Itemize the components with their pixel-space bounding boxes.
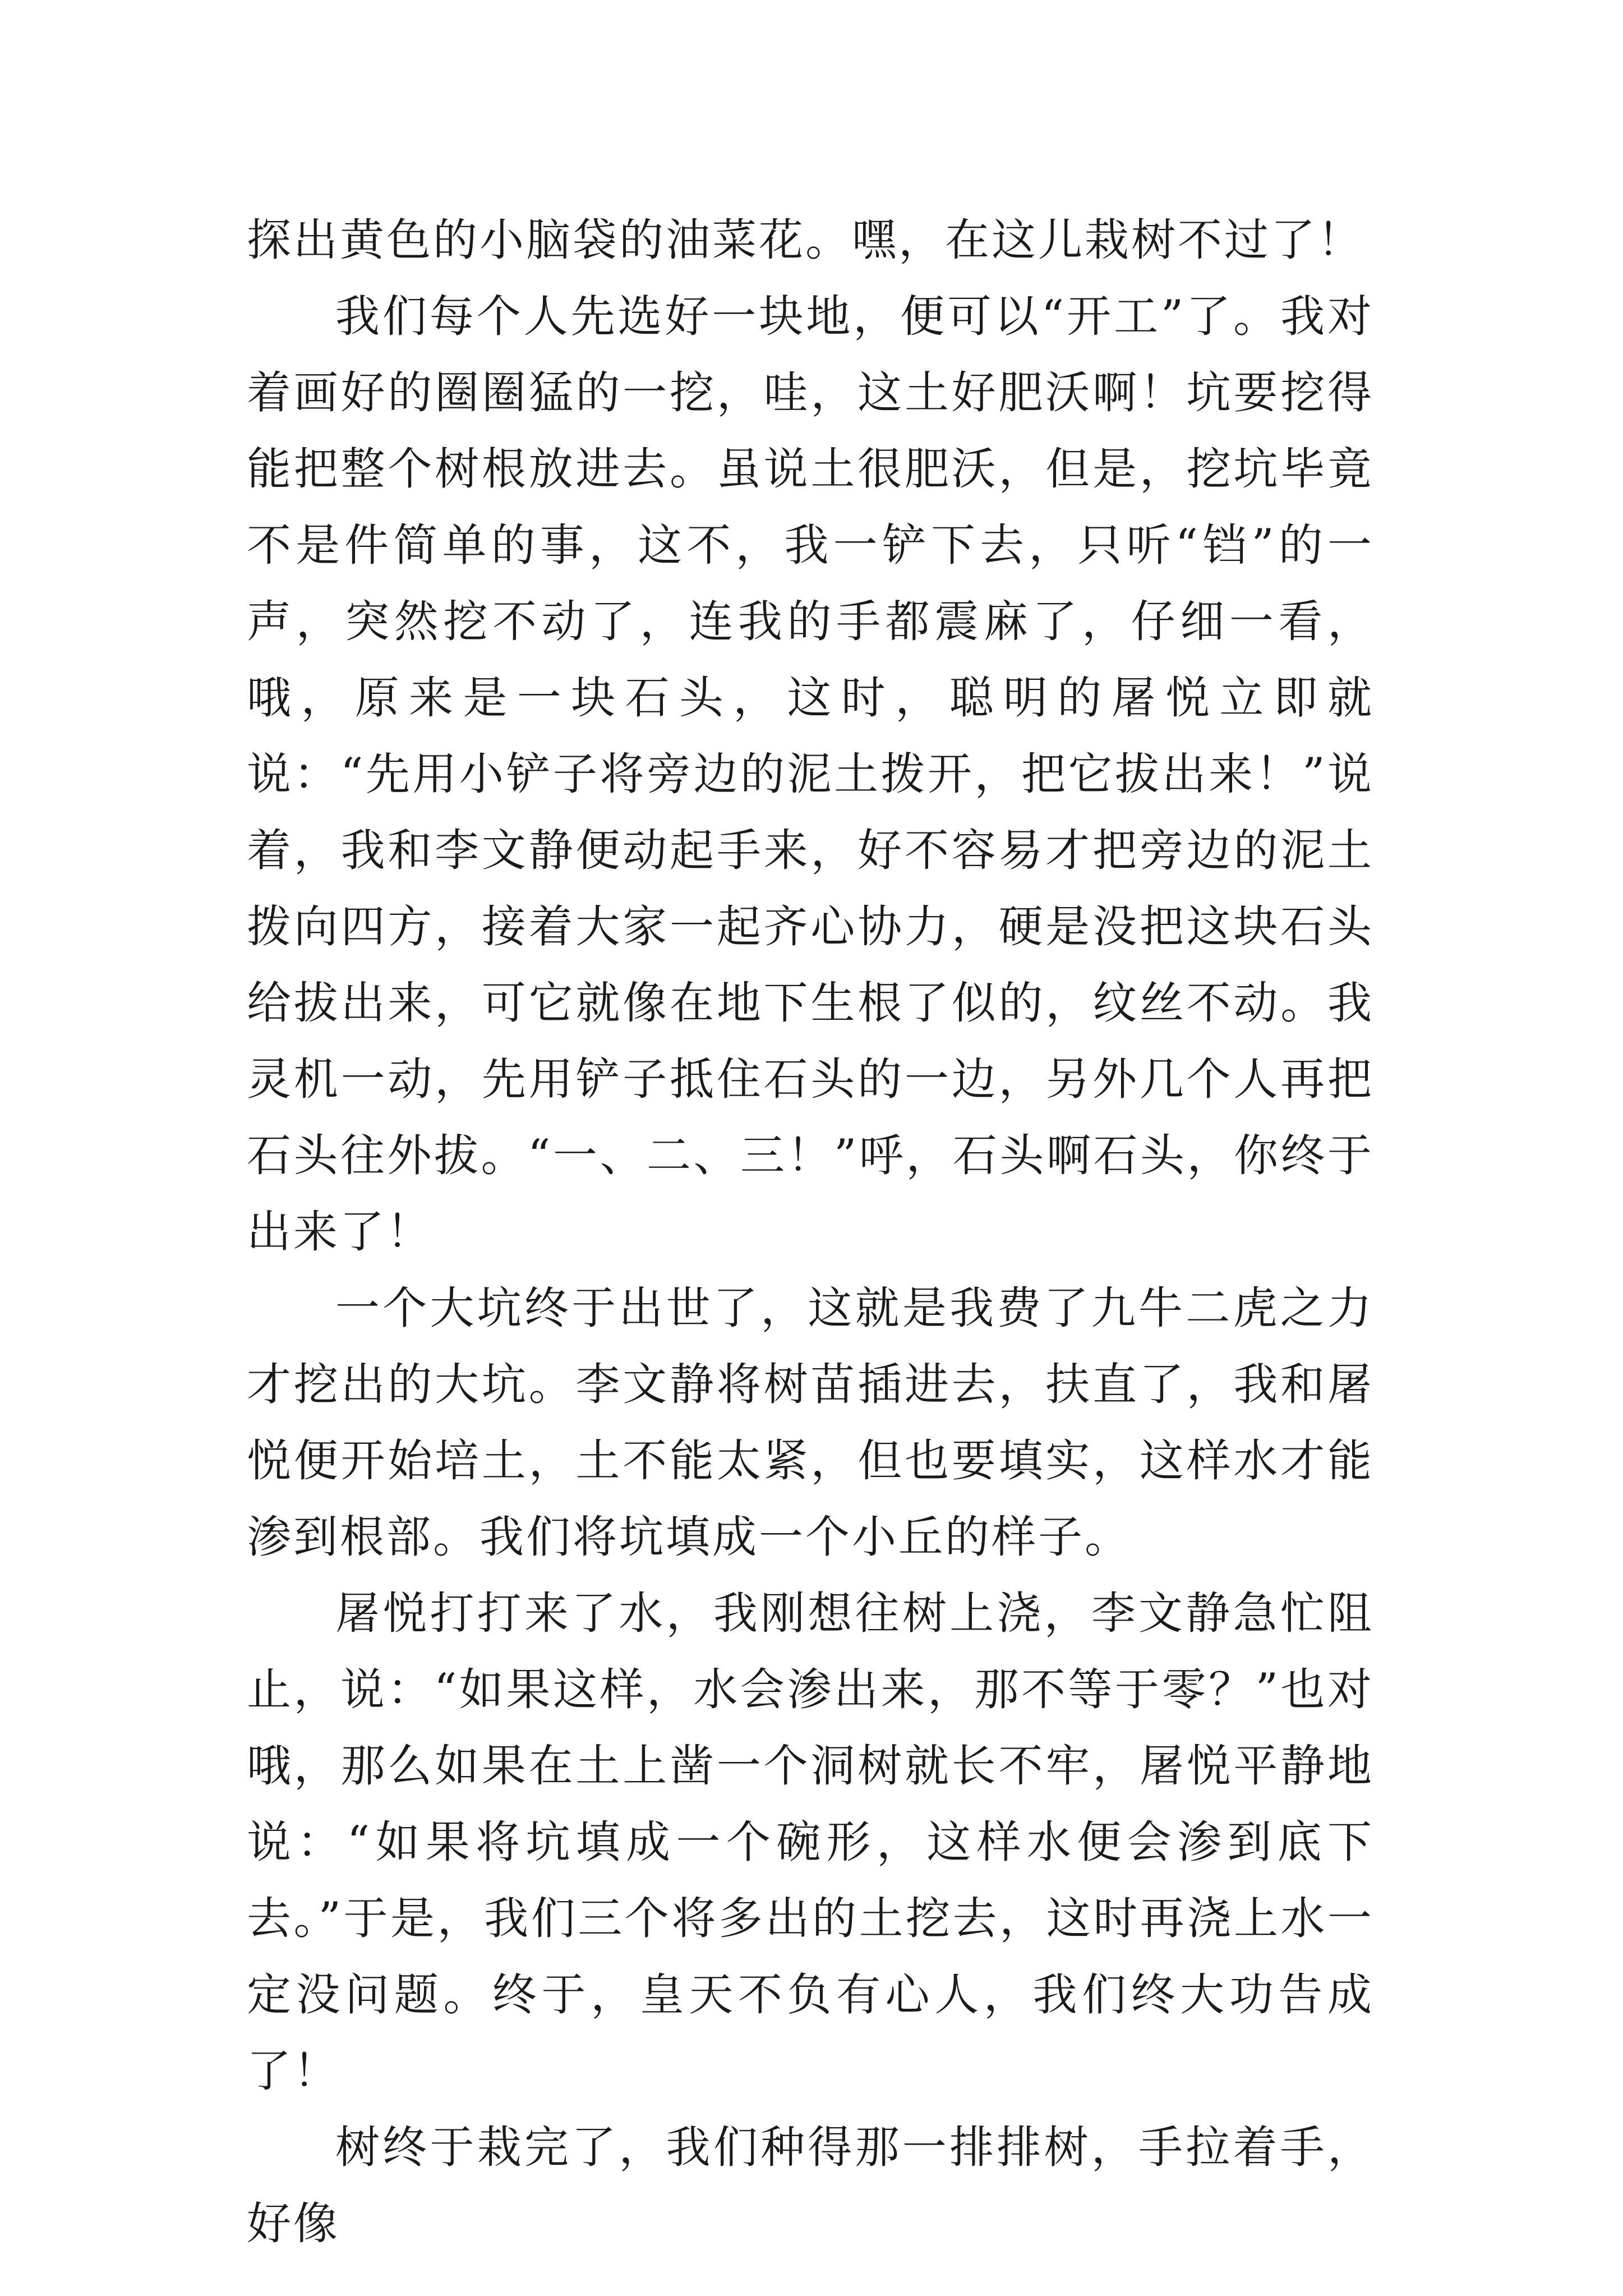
paragraph-2: 我们每个人先选好一块地，便可以“开工”了。我对着画好的圈圈猛的一挖，哇，这土好肥沃啊！坑要挖得能把整个树根放进去。虽说土很肥沃，但是，挖坑毕竟不是件简单的事，这不，我一铲下去，只听“铛”的一声，突然挖不动了，连我的手都震麻了，仔细一看，哦，原来是一块石头，这时，聪明的屠悦立即就说：“先用小铲子将旁边的泥土拨开，把它拔出来！”说着，我和李文静便动起手来，好不容易才把旁边的泥土拨向四方，接着大家一起齐心协力，硬是没把这块石头给拔出来，可它就像在地下生根了似的，纹丝不动。我灵机一动，先用铲子抵住石头的一边，另外几个人再把石头往外拔。“一、二、三！”呼，石头啊石头，你终于出来了！ [247, 291, 1374, 1258]
paragraph-3: 一个大坑终于出世了，这就是我费了九牛二虎之力才挖出的大坑。李文静将树苗插进去，扶直了，我和屠悦便开始培土，土不能太紧，但也要填实，这样水才能渗到根部。我们将坑填成一个小丘的样子。 [247, 1282, 1374, 1563]
paragraph-4: 屠悦打打来了水，我刚想往树上浇，李文静急忙阻止，说：“如果这样，水会渗出来，那不等于零？”也对哦，那么如果在土上凿一个洞树就长不牢，屠悦平静地说：“如果将坑填成一个碗形，这样水便会渗到底下去。”于是，我们三个将多出的土挖去，这时再浇上水一定没问题。终于，皇天不负有心人，我们终大功告成了！ [247, 1588, 1374, 2097]
paragraph-5: 树终于栽完了，我们种得那一排排树，手拉着手，好像 [247, 2122, 1374, 2249]
paragraph-1: 探出黄色的小脑袋的油菜花。嘿，在这儿栽树不过了！ [247, 214, 1364, 266]
body-text [247, 202, 1374, 2262]
